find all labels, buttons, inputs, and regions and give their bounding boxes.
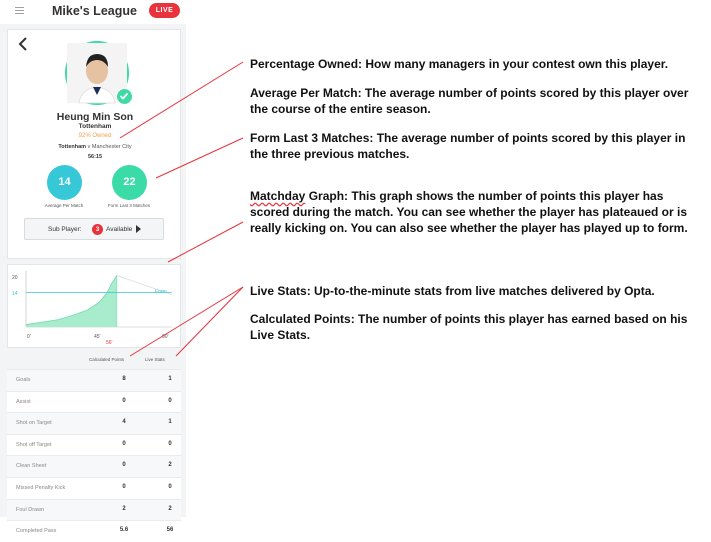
- annotation-percentage-owned: Percentage Owned: How many managers in your contest own this player.: [250, 57, 669, 71]
- annotation-calculated-points: Calculated Points: The number of points this player has earned based on his Live Stats.: [250, 312, 688, 342]
- stat-live-value: 56: [166, 527, 174, 534]
- stat-live-value: 0: [168, 483, 172, 490]
- stat-name: Clean Sheet: [16, 463, 47, 470]
- stat-name: Shot off Target: [16, 441, 52, 448]
- stat-name: Missed Penalty Kick: [16, 484, 66, 491]
- x-tick-label: 90': [162, 334, 169, 340]
- stat-live-value: 2: [168, 462, 172, 469]
- form-pointer-line: [156, 138, 243, 178]
- stat-calculated-points: 4: [122, 419, 126, 426]
- stat-name: Completed Pass: [16, 528, 57, 535]
- form-last-3-value: 22: [112, 165, 147, 200]
- stat-live-value: 0: [168, 440, 172, 447]
- matchday-term: Matchday: [250, 189, 306, 203]
- player-name: Heung Min Son: [56, 111, 134, 123]
- annotation-form-last-3: Form Last 3 Matches: The average number of points scored by this player in the three previous matches.: [250, 131, 686, 161]
- sub-player-label: Sub Player:: [48, 226, 82, 233]
- annotation-average-per-match: Average Per Match: The average number of points scored by this player over the course of the entire season.: [250, 86, 689, 116]
- sub-availability: Available: [106, 226, 133, 233]
- stat-name: Assist: [16, 398, 31, 405]
- stat-calculated-points: 0: [122, 440, 126, 447]
- stat-live-value: 1: [168, 419, 172, 426]
- owned-pointer-line: [120, 62, 243, 138]
- x-tick-label: 0': [27, 334, 31, 340]
- form-last-3-label: Form Last 3 Matches: [107, 203, 151, 208]
- stat-calculated-points: 0: [122, 462, 126, 469]
- current-minute-label: 56': [106, 340, 113, 346]
- sub-count-badge: 3: [92, 224, 103, 235]
- annotation-live-stats: Live Stats: Up-to-the-minute stats from live matches delivered by Opta.: [250, 284, 655, 298]
- y-tick-label: 20: [12, 275, 18, 281]
- fixture-separator: v: [86, 144, 92, 150]
- owned-percentage: 92% Owned: [78, 133, 112, 139]
- matchday-graph-text: Graph: This graph shows the number of points this player has scored during the match. You can see whether the player has plateaued or is really kicking on. You can also see whether the player has played up to form.: [250, 189, 688, 235]
- stat-calculated-points: 5.6: [119, 527, 129, 534]
- stat-calculated-points: 2: [122, 505, 126, 512]
- stat-calculated-points: 0: [122, 397, 126, 404]
- live-stats-header: Live Stats: [145, 357, 165, 362]
- table-row: [7, 520, 181, 542]
- league-title: Mike's League: [52, 4, 137, 18]
- x-tick-label: 45': [94, 334, 101, 340]
- team-name: Tottenham: [78, 123, 112, 130]
- stat-calculated-points: 0: [122, 483, 126, 490]
- stat-name: Shot on Target: [16, 420, 52, 427]
- form-line-label: Form: [155, 289, 167, 295]
- stat-calculated-points: 8: [122, 376, 126, 382]
- match-clock: 56:15: [87, 154, 103, 160]
- calculated-points-header: Calculated Points: [89, 357, 125, 362]
- stat-live-value: 1: [168, 376, 172, 382]
- stat-live-value: 0: [168, 397, 172, 404]
- live-badge: LIVE: [149, 3, 180, 18]
- away-team: Manchester City: [91, 144, 132, 150]
- average-per-match-label: Average Per Match: [44, 203, 84, 208]
- stat-name: Foul Drawn: [16, 506, 45, 513]
- y-tick-label: 14: [12, 291, 18, 297]
- average-per-match-value: 14: [47, 165, 82, 200]
- graph-pointer-line: [168, 222, 243, 262]
- stat-name: Goals: [16, 377, 31, 383]
- stat-live-value: 2: [168, 505, 172, 512]
- home-team: Tottenham: [58, 144, 87, 150]
